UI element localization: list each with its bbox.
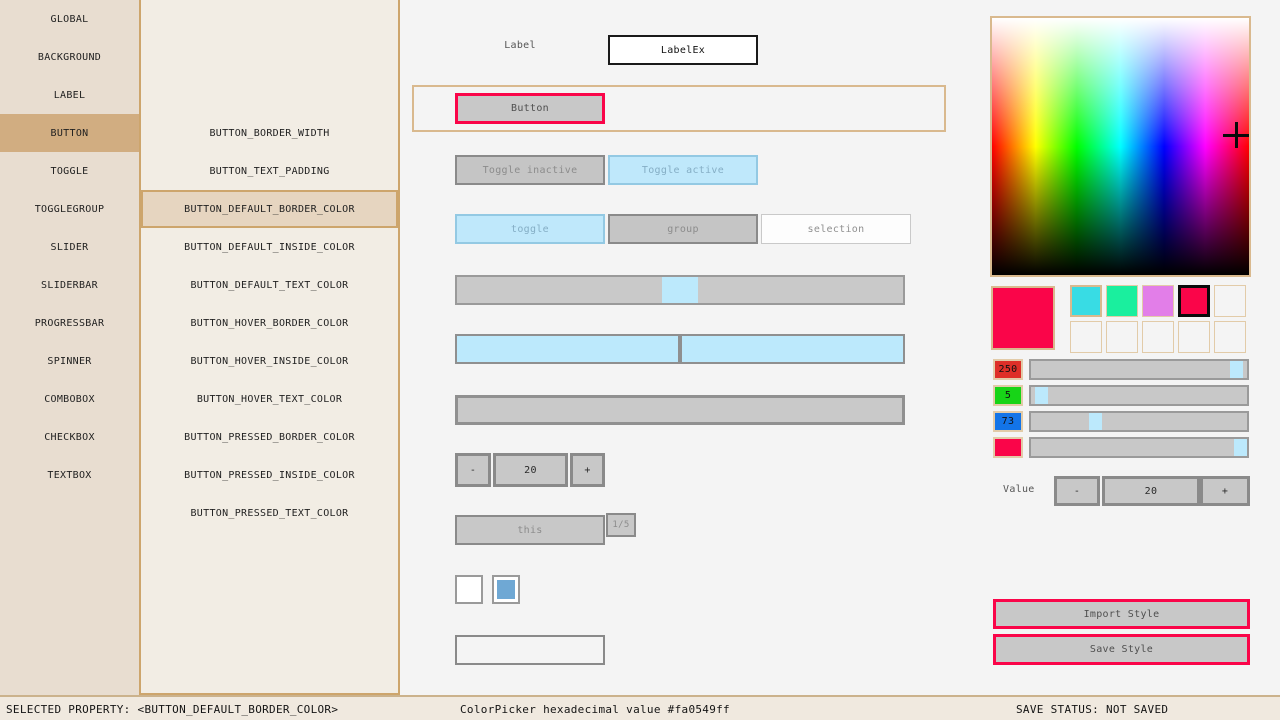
palette-empty-5[interactable] — [1070, 321, 1102, 353]
sidebar-item-button[interactable]: BUTTON — [0, 114, 139, 152]
label-example: LabelEx — [608, 35, 758, 65]
color-picker-gradient[interactable] — [990, 16, 1251, 277]
palette-swatch-0[interactable] — [1070, 285, 1102, 317]
red-slider-handle[interactable] — [1230, 361, 1243, 378]
status-save-status: SAVE STATUS: NOT SAVED — [1016, 703, 1169, 716]
value-label: Value — [1003, 484, 1035, 495]
red-channel-value: 250 — [993, 359, 1023, 380]
blue-channel-slider[interactable] — [1029, 411, 1249, 432]
property-list — [139, 0, 400, 695]
sidebar-item-label[interactable]: LABEL — [53, 89, 86, 101]
togglegroup-selection[interactable]: selection — [761, 214, 911, 244]
property-item-button_hover_border_color[interactable]: BUTTON_HOVER_BORDER_COLOR — [190, 317, 349, 329]
sidebar-item-spinner[interactable]: SPINNER — [47, 355, 92, 367]
green-channel-value: 5 — [993, 385, 1023, 406]
property-item-button_default_text_color[interactable]: BUTTON_DEFAULT_TEXT_COLOR — [190, 279, 349, 291]
sidebar-item-progressbar[interactable]: PROGRESSBAR — [34, 317, 105, 329]
preview-sliderbar-right[interactable] — [680, 334, 905, 364]
alpha-channel-value — [993, 437, 1023, 458]
preview-progressbar — [455, 395, 905, 425]
sidebar-item-textbox[interactable]: TEXTBOX — [47, 469, 92, 481]
property-item-button_text_padding[interactable]: BUTTON_TEXT_PADDING — [209, 165, 330, 177]
property-item-button_pressed_text_color[interactable]: BUTTON_PRESSED_TEXT_COLOR — [190, 507, 349, 519]
palette-swatch-1[interactable] — [1106, 285, 1138, 317]
blue-slider-handle[interactable] — [1089, 413, 1102, 430]
spinner-minus-button[interactable]: - — [455, 453, 491, 487]
togglegroup-toggle[interactable]: toggle — [455, 214, 605, 244]
value-plus-button[interactable]: + — [1200, 476, 1250, 506]
togglegroup-group[interactable]: group — [608, 214, 758, 244]
palette-empty-9[interactable] — [1214, 321, 1246, 353]
property-item-button_hover_inside_color[interactable]: BUTTON_HOVER_INSIDE_COLOR — [190, 355, 349, 367]
palette-grid — [1070, 285, 1255, 353]
property-item-button_pressed_border_color[interactable]: BUTTON_PRESSED_BORDER_COLOR — [184, 431, 355, 443]
palette-empty-8[interactable] — [1178, 321, 1210, 353]
spinner-value: 20 — [493, 453, 568, 487]
palette-swatch-2[interactable] — [1142, 285, 1174, 317]
sidebar-item-background[interactable]: BACKGROUND — [37, 51, 102, 63]
alpha-slider-handle[interactable] — [1234, 439, 1247, 456]
save-style-button[interactable]: Save Style — [993, 634, 1250, 665]
alpha-channel-slider[interactable] — [1029, 437, 1249, 458]
current-color-swatch — [991, 286, 1055, 350]
preview-button[interactable]: Button — [455, 93, 605, 124]
toggle-active[interactable]: Toggle active — [608, 155, 758, 185]
preview-textbox[interactable] — [455, 635, 605, 665]
value-display: 20 — [1102, 476, 1200, 506]
sidebar-item-checkbox[interactable]: CHECKBOX — [44, 431, 95, 443]
palette-swatch-3[interactable] — [1178, 285, 1210, 317]
status-hex-value: ColorPicker hexadecimal value #fa0549ff — [460, 703, 730, 716]
palette-empty-4[interactable] — [1214, 285, 1246, 317]
sidebar-item-combobox[interactable]: COMBOBOX — [44, 393, 95, 405]
checkbox-unchecked[interactable] — [455, 575, 483, 604]
green-channel-slider[interactable] — [1029, 385, 1249, 406]
status-selected-property: SELECTED PROPERTY: <BUTTON_DEFAULT_BORDER_COLOR> — [6, 703, 339, 716]
palette-empty-7[interactable] — [1142, 321, 1174, 353]
sidebar-item-slider[interactable]: SLIDER — [50, 241, 89, 253]
combobox-button[interactable]: this — [455, 515, 605, 545]
green-slider-handle[interactable] — [1035, 387, 1048, 404]
property-item-button_pressed_inside_color[interactable]: BUTTON_PRESSED_INSIDE_COLOR — [184, 469, 355, 481]
preview-panel — [400, 0, 960, 695]
checkbox-checked[interactable] — [492, 575, 520, 604]
sidebar-item-toggle[interactable]: TOGGLE — [50, 165, 89, 177]
import-style-button[interactable]: Import Style — [993, 599, 1250, 629]
spinner-plus-button[interactable]: + — [570, 453, 605, 487]
sidebar — [0, 0, 139, 695]
checkbox-checkmark — [497, 580, 515, 599]
preview-sliderbar-left[interactable] — [455, 334, 680, 364]
label-caption: Label — [504, 40, 536, 51]
toggle-inactive[interactable]: Toggle inactive — [455, 155, 605, 185]
preview-slider[interactable] — [455, 275, 905, 305]
sidebar-item-global[interactable]: GLOBAL — [50, 13, 89, 25]
status-bar — [0, 695, 1280, 720]
palette-empty-6[interactable] — [1106, 321, 1138, 353]
sidebar-item-sliderbar[interactable]: SLIDERBAR — [41, 279, 98, 291]
value-minus-button[interactable]: - — [1054, 476, 1100, 506]
property-item-button_border_width[interactable]: BUTTON_BORDER_WIDTH — [209, 127, 330, 139]
slider-handle[interactable] — [662, 277, 698, 303]
property-item-button_default_inside_color[interactable]: BUTTON_DEFAULT_INSIDE_COLOR — [184, 241, 355, 253]
combobox-page-badge: 1/5 — [606, 513, 636, 537]
property-item-button_hover_text_color[interactable]: BUTTON_HOVER_TEXT_COLOR — [196, 393, 343, 405]
sidebar-item-togglegroup[interactable]: TOGGLEGROUP — [34, 203, 105, 215]
blue-channel-value: 73 — [993, 411, 1023, 432]
color-picker-cursor-icon[interactable] — [1235, 122, 1238, 148]
color-panel — [960, 0, 1280, 695]
property-item-button_default_border_color[interactable]: BUTTON_DEFAULT_BORDER_COLOR — [141, 190, 398, 228]
red-channel-slider[interactable] — [1029, 359, 1249, 380]
